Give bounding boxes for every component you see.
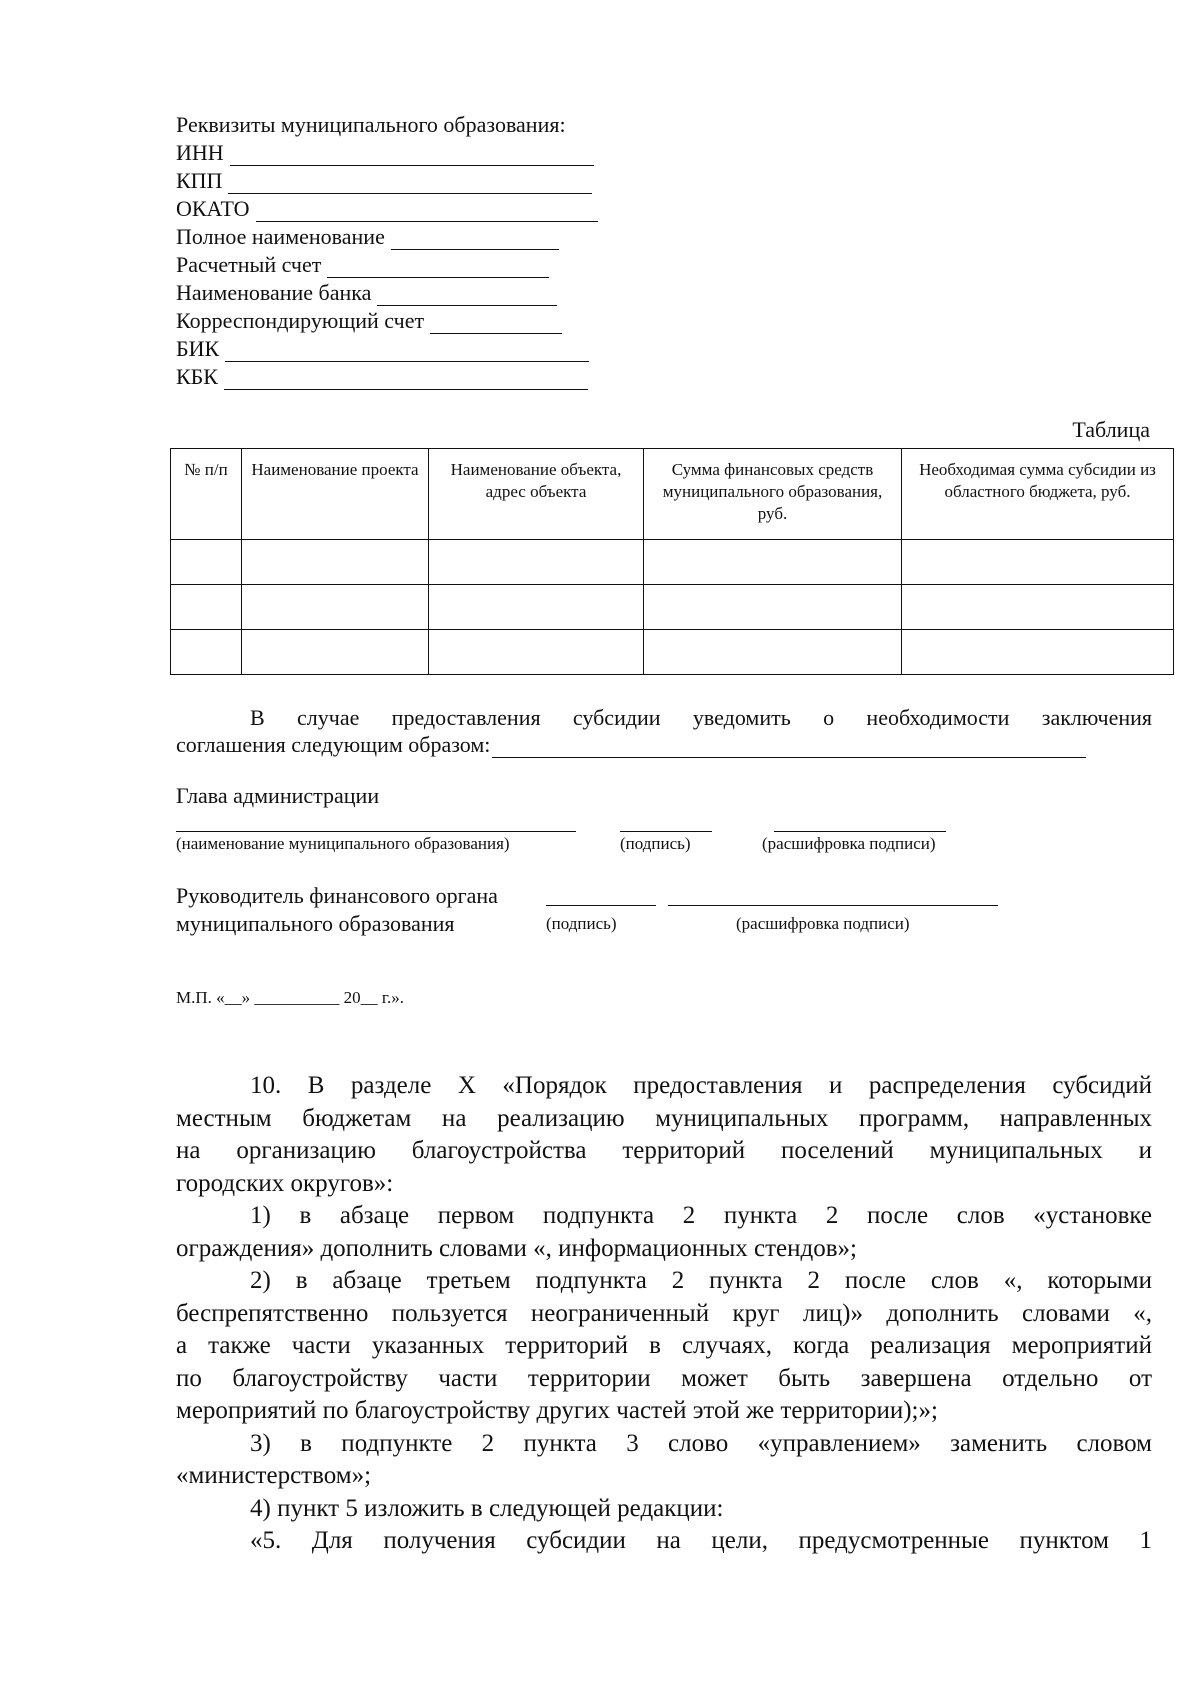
body-line: «5. Для получения субсидии на цели, предусмотренные пунктом 1 <box>250 1527 1152 1554</box>
notice-line-1: В случае предоставления субсидии уведомить о необходимости заключения <box>250 705 1152 730</box>
sign-line <box>620 831 712 832</box>
body-line: городских округов»: <box>176 1169 394 1197</box>
caption-org: (наименование муниципального образования) <box>176 834 510 853</box>
decode-line <box>774 831 946 832</box>
head-title: Глава администрации <box>176 783 380 808</box>
body-line: а также части указанных территорий в случаях, когда реализация мероприятий <box>176 1332 1152 1359</box>
fin-title-1: Руководитель финансового органа <box>176 883 498 908</box>
table-cell <box>171 630 242 675</box>
requisite-label: Полное наименование <box>176 224 385 249</box>
fill-line <box>224 369 588 390</box>
requisites-title: Реквизиты муниципального образования: <box>176 112 566 137</box>
requisite-label: Расчетный счет <box>176 252 322 277</box>
body-line: ограждения» дополнить словами «, информационных стендов»; <box>176 1234 857 1262</box>
caption-sign: (подпись) <box>620 834 691 853</box>
body-line: местным бюджетам на реализацию муниципальных программ, направленных <box>176 1104 1152 1132</box>
table-cell <box>902 585 1174 630</box>
table-header-cell: Наименование объекта, адрес объекта <box>429 449 644 540</box>
fill-line <box>225 341 589 362</box>
table-cell <box>429 630 644 675</box>
table-row <box>171 630 1174 675</box>
fill-line <box>230 145 594 166</box>
fill-line <box>256 201 598 222</box>
table-cell <box>902 540 1174 585</box>
body-line: 1) в абзаце первом подпункта 2 пункта 2 после слов «установке <box>250 1202 1152 1229</box>
requisite-label: Наименование банка <box>176 280 372 305</box>
subsidy-table <box>170 448 1174 675</box>
fill-line <box>391 229 559 250</box>
table-cell <box>429 585 644 630</box>
notice-line-2 <box>176 732 1086 758</box>
fill-line <box>228 173 592 194</box>
requisite-label: БИК <box>176 336 220 361</box>
fin-title-2: муниципального образования <box>176 911 455 936</box>
body-line: 4) пункт 5 изложить в следующей редакции: <box>250 1494 724 1522</box>
table-cell <box>171 585 242 630</box>
table-row <box>171 585 1174 630</box>
requisite-account <box>176 252 549 278</box>
table-cell <box>242 630 429 675</box>
table-cell <box>171 540 242 585</box>
body-text <box>176 1070 1152 1558</box>
table-cell <box>902 630 1174 675</box>
body-line: «министерством»; <box>176 1462 372 1489</box>
table-cell <box>429 540 644 585</box>
requisite-bank-name <box>176 280 557 306</box>
fill-line <box>492 737 1086 758</box>
requisite-kbk <box>176 364 588 390</box>
fill-line <box>377 285 557 306</box>
caption-decode: (расшифровка подписи) <box>762 834 936 853</box>
table-cell <box>644 585 902 630</box>
fin-caption-decode: (расшифровка подписи) <box>736 914 910 933</box>
body-line: беспрепятственно пользуется неограниченный круг лиц)» дополнить словами «, <box>176 1299 1152 1327</box>
table-cell <box>242 585 429 630</box>
table-header-row <box>171 449 1174 540</box>
requisite-corr-account <box>176 308 562 334</box>
table-cell <box>242 540 429 585</box>
fin-decode-line <box>668 905 998 906</box>
body-line: 2) в абзаце третьем подпункта 2 пункта 2 после слов «, которыми <box>250 1267 1152 1294</box>
requisite-full-name <box>176 224 559 250</box>
fill-line <box>327 257 549 278</box>
requisite-label: ОКАТО <box>176 196 250 221</box>
requisite-label: КПП <box>176 168 223 193</box>
table-header-cell: Необходимая сумма субсидии из областного бюджета, руб. <box>902 449 1174 540</box>
requisite-inn <box>176 140 594 166</box>
requisite-label: ИНН <box>176 140 224 165</box>
table-header-cell: Сумма финансовых средств муниципального образования, руб. <box>644 449 902 540</box>
requisite-kpp <box>176 168 592 194</box>
fill-line <box>430 313 562 334</box>
table-cell <box>644 540 902 585</box>
table-header-cell: № п/п <box>171 449 242 540</box>
body-line: по благоустройству части территории может быть завершена отдельно от <box>176 1364 1152 1392</box>
table-header-cell: Наименование проекта <box>242 449 429 540</box>
requisite-label: КБК <box>176 364 218 389</box>
notice-label: соглашения следующим образом: <box>176 732 491 757</box>
body-line: на организацию благоустройства территорий поселений муниципальных и <box>176 1137 1152 1164</box>
requisite-okato <box>176 196 598 222</box>
requisite-label: Корреспондирующий счет <box>176 308 425 333</box>
body-line: 3) в подпункте 2 пункта 3 слово «управлением» заменить словом <box>250 1429 1152 1457</box>
body-line: мероприятий по благоустройству других частей этой же территории);»; <box>176 1397 938 1424</box>
fin-caption-sign: (подпись) <box>546 914 617 933</box>
body-line: 10. В разделе X «Порядок предоставления и распределения субсидий <box>250 1072 1152 1099</box>
table-caption: Таблица <box>1072 417 1150 442</box>
table-row <box>171 540 1174 585</box>
requisite-bik <box>176 336 589 362</box>
stamp-line: М.П. «__» __________ 20__ г.». <box>176 988 404 1007</box>
table-cell <box>644 630 902 675</box>
org-name-line <box>176 831 576 832</box>
fin-sign-line <box>546 905 656 906</box>
